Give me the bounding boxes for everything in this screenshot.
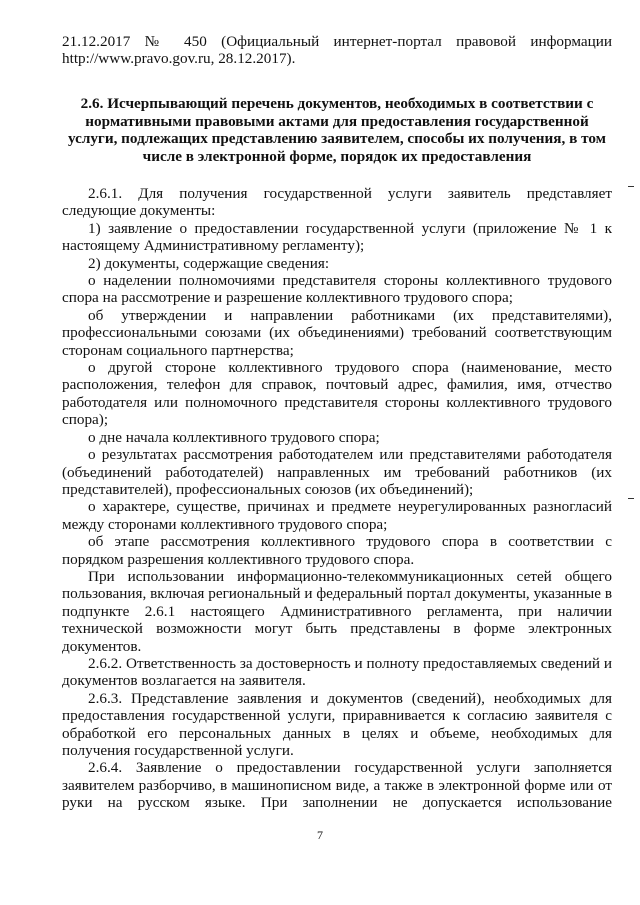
- paragraph-electronic: При использовании информационно-телекоммуникационных сетей общего пользования, включая региональный и федеральный портал документы, указанные в подпункте 2.6.1 настоящего Административного регламента, при наличии технической возможности могут быть представлены в форме электронных документов.: [62, 567, 612, 655]
- paragraph-2-6-4: 2.6.4. Заявление о предоставлении государственной услуги заполняется заявителем разборчиво, в машинописном виде, а также в электронной форме или от руки на русском языке. При заполнении не допускается использование: [62, 759, 612, 812]
- list-item-documents: 2) документы, содержащие сведения:: [88, 254, 330, 272]
- paragraph-authority: о наделении полномочиями представителя стороны коллективного трудового спора на рассмотрение и разрешение коллективного трудового спора;: [62, 272, 612, 307]
- paragraph-start-day: о дне начала коллективного трудового спора;: [88, 428, 380, 446]
- paragraph-other-party: о другой стороне коллективного трудового спора (наименование, место расположения, телефон для справок, почтовый адрес, фамилия, имя, отчество работодателя или полномочного представителя стороны коллективного трудового спора);: [62, 359, 612, 429]
- paragraph-disagreements: о характере, существе, причинах и предмете неурегулированных разногласий между сторонами коллективного трудового спора;: [62, 498, 612, 533]
- scan-margin-mark: [628, 498, 634, 499]
- paragraph-approval: об утверждении и направлении работниками (их представителями), профессиональными союзами (их объединениями) требований соответствующим сторонам социального партнерства;: [62, 306, 612, 359]
- list-item-application: 1) заявление о предоставлении государственной услуги (приложение № 1 к настоящему Административному регламенту);: [62, 219, 612, 255]
- paragraph-2-6-1: 2.6.1. Для получения государственной услуги заявитель представляет следующие документы:: [62, 185, 612, 220]
- paragraph-2-6-2: 2.6.2. Ответственность за достоверность и полноту предоставляемых сведений и документов возлагается на заявителя.: [62, 654, 612, 690]
- section-heading: 2.6. Исчерпывающий перечень документов, необходимых в соответствии с нормативными правовыми актами для предоставления государственной услуги, подлежащих представлению заявителем, способы их получения, в том числе в электронной форме, порядок их предоставления: [67, 94, 607, 166]
- page-content: [62, 33, 612, 812]
- page-number: 7: [317, 828, 323, 842]
- continuation-text: 21.12.2017 № 450 (Официальный интернет-портал правовой информации http://www.pravo.gov.ru, 28.12.2017).: [62, 33, 612, 68]
- paragraph-results: о результатах рассмотрения работодателем или представителями работодателя (объединений работодателей) направленных им требований работников (их представителей), профессиональных союзов (их объединений);: [62, 446, 612, 498]
- paragraph-2-6-3: 2.6.3. Представление заявления и документов (сведений), необходимых для предоставления государственной услуги, приравнивается к согласию заявителя с обработкой его персональных данных в целях и объеме, необходимых для получения государственной услуги.: [62, 689, 612, 759]
- scan-margin-mark: [628, 186, 634, 187]
- paragraph-stage: об этапе рассмотрения коллективного трудового спора в соответствии с порядком разрешения коллективного трудового спора.: [62, 533, 612, 568]
